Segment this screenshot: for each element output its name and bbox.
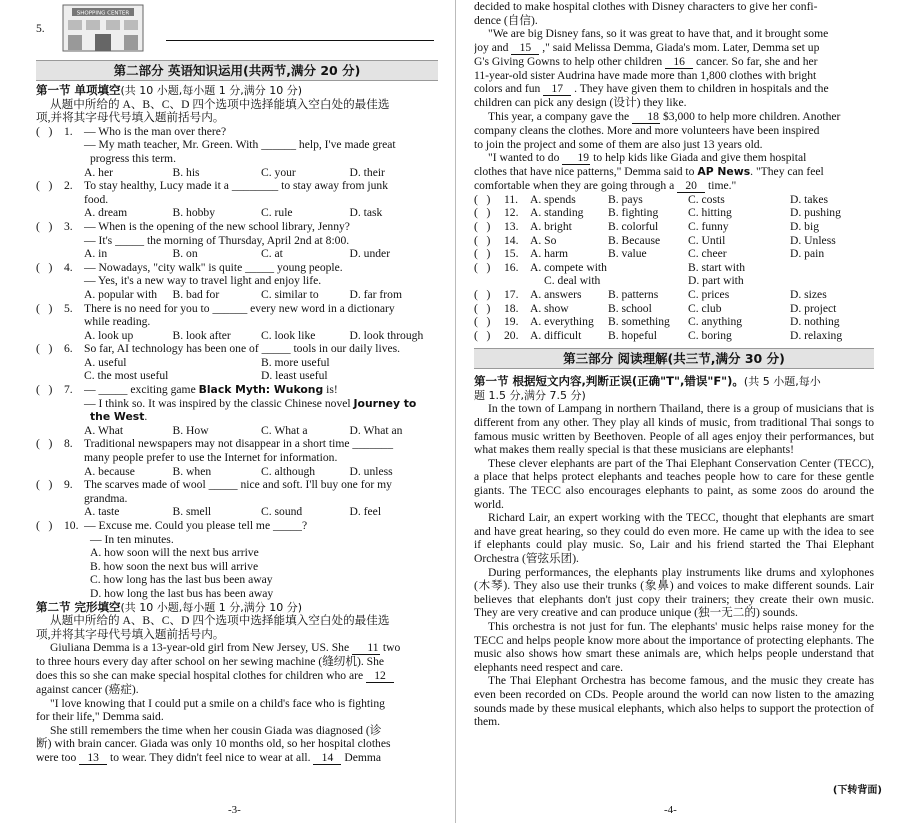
sec1-title: 第一节 单项填空 bbox=[36, 84, 121, 97]
option: C. the most useful bbox=[84, 369, 169, 383]
passage-text: . "They can feel bbox=[750, 165, 824, 179]
question-text: . bbox=[144, 410, 148, 424]
question-text: food. bbox=[84, 192, 109, 206]
option: D. relaxing bbox=[790, 328, 843, 342]
blank-13[interactable]: 13 bbox=[79, 752, 107, 765]
question-text: — Excuse me. Could you please tell me _____? bbox=[84, 519, 308, 532]
question-number: 5. bbox=[64, 301, 73, 315]
sec1-instr-2: 项,并将其字母代号填入题前括号内。 bbox=[36, 111, 225, 125]
passage-text: children can pick any design (设计) they like. bbox=[474, 96, 687, 110]
option: B. How bbox=[172, 423, 209, 437]
sec2-title: 第二节 完形填空 bbox=[36, 600, 121, 614]
answer-bracket[interactable]: ( ) bbox=[36, 301, 53, 315]
option: B. school bbox=[608, 301, 652, 315]
page-number-right: -4- bbox=[664, 804, 677, 816]
option: C. funny bbox=[688, 219, 729, 233]
answer-bracket[interactable]: ( ) bbox=[36, 219, 53, 233]
answer-bracket[interactable]: ( ) bbox=[474, 301, 491, 315]
option: A. So bbox=[530, 233, 557, 247]
answer-bracket[interactable]: ( ) bbox=[36, 383, 53, 397]
blank-17[interactable]: 17 bbox=[543, 83, 571, 96]
option: C. deal with bbox=[544, 274, 601, 288]
option: A. harm bbox=[530, 247, 568, 261]
option: B. more useful bbox=[261, 355, 330, 369]
cloze-options-15 bbox=[474, 247, 874, 261]
option: B. look after bbox=[172, 328, 231, 342]
question-text: — _____ exciting game bbox=[84, 383, 199, 397]
continue-note: (下转背面) bbox=[832, 785, 882, 796]
option: B. smell bbox=[172, 505, 212, 519]
option: D. nothing bbox=[790, 315, 840, 329]
options-7 bbox=[36, 424, 438, 438]
cloze-options-16a bbox=[474, 261, 874, 275]
passage-text: decided to make hospital clothes with Disney characters to give her confi- bbox=[474, 0, 818, 13]
right-page bbox=[474, 0, 874, 729]
question-text: is! bbox=[323, 383, 338, 397]
blank-18[interactable]: 18 bbox=[632, 111, 660, 124]
question-number: 16. bbox=[504, 260, 519, 274]
passage-text: clothes that have nice patterns," Demma said to bbox=[474, 165, 698, 179]
option: A. answers bbox=[530, 287, 582, 301]
question-text: many people prefer to use the Internet for information. bbox=[84, 451, 338, 465]
question-number: 2. bbox=[64, 179, 73, 193]
option: A. useful bbox=[84, 355, 127, 369]
question-5 bbox=[36, 302, 438, 316]
passage-text: joy and bbox=[474, 40, 512, 54]
novel-title: the West bbox=[90, 410, 145, 424]
question-text: grandma. bbox=[84, 491, 128, 505]
passage-text: . They have given them to children in hospitals and the bbox=[571, 82, 829, 96]
option: A. dream bbox=[84, 206, 128, 220]
cloze-options-16b bbox=[474, 274, 874, 288]
option: B. how soon the next bus will arrive bbox=[90, 559, 259, 573]
question-text: Traditional newspapers may not disappear in a short time _______ bbox=[84, 437, 394, 451]
answer-bracket[interactable]: ( ) bbox=[474, 247, 491, 261]
question-number: 18. bbox=[504, 301, 519, 315]
option: B. on bbox=[172, 247, 198, 261]
option: D. big bbox=[790, 219, 819, 233]
option: C. costs bbox=[688, 192, 725, 206]
option: C. sound bbox=[261, 505, 303, 519]
passage-text: Demma bbox=[341, 750, 382, 764]
question-text: The scarves made of wool _____ nice and soft. I'll buy one for my bbox=[84, 478, 392, 492]
option: B. bad for bbox=[172, 287, 220, 301]
question-number: 20. bbox=[504, 328, 519, 342]
reading-paragraph: This orchestra is not just for fun. The elephants' music helps raise money for the TECC and helps people know more about the importance of protecting elephants. The music also shows how smart these animals are, which helps people understand that elephants need respect and care. bbox=[474, 619, 874, 674]
options-3 bbox=[36, 247, 438, 261]
blank-11[interactable]: 11 bbox=[352, 642, 380, 655]
option: A. bright bbox=[530, 219, 572, 233]
passage-text: to wear. They didn't feel nice to wear at all. bbox=[107, 750, 314, 764]
reading-passage bbox=[474, 402, 874, 728]
question-text: — Nowadays, "city walk" is quite _____ young people. bbox=[84, 260, 343, 274]
option: A. difficult bbox=[530, 328, 582, 342]
option: B. value bbox=[608, 247, 647, 261]
answer-bracket[interactable]: ( ) bbox=[36, 478, 53, 492]
option: A. standing bbox=[530, 206, 584, 220]
passage-text: This year, a company gave the bbox=[488, 109, 633, 123]
option: A. look up bbox=[84, 328, 134, 342]
passage-text: two bbox=[380, 641, 401, 655]
passage-text: for their life," Demma said. bbox=[36, 710, 164, 724]
blank-14[interactable]: 14 bbox=[313, 752, 341, 765]
question-6 bbox=[36, 342, 438, 356]
answer-bracket[interactable]: ( ) bbox=[474, 233, 491, 247]
cloze-passage-cont bbox=[474, 0, 874, 193]
option: B. colorful bbox=[608, 219, 659, 233]
passage-text: 11-year-old sister Audrina have made more than 1,800 clothes with bright bbox=[474, 68, 817, 82]
question-8 bbox=[36, 437, 438, 451]
cloze-options-12 bbox=[474, 206, 874, 220]
option: B. hopeful bbox=[608, 328, 657, 342]
passage-text: does this so she can make special hospital clothes for children who are bbox=[36, 668, 367, 682]
sec2-instr-2: 项,并将其字母代号填入题前括号内。 bbox=[36, 627, 225, 641]
question-2 bbox=[36, 179, 438, 193]
option: A. taste bbox=[84, 505, 120, 519]
options-1 bbox=[36, 166, 438, 180]
passage-text: time." bbox=[705, 178, 737, 192]
option: C. look like bbox=[261, 328, 316, 342]
question-number: 9. bbox=[64, 478, 73, 492]
option: C. prices bbox=[688, 287, 730, 301]
option: D. their bbox=[349, 165, 385, 179]
option: B. fighting bbox=[608, 206, 659, 220]
option: A. compete with bbox=[530, 260, 607, 274]
cloze-options-13 bbox=[474, 220, 874, 234]
option: C. your bbox=[261, 165, 296, 179]
question-text: So far, AI technology has been one of _____ tools in our daily lives. bbox=[84, 342, 401, 356]
part3-banner: 第三部分 阅读理解(共三节,满分 30 分) bbox=[474, 348, 874, 369]
options-6b bbox=[36, 369, 438, 383]
passage-text: "I love knowing that I could put a smile on a child's face who is fighting bbox=[50, 696, 385, 710]
option: A. popular with bbox=[84, 287, 158, 301]
reading-paragraph: In the town of Lampang in northern Thailand, there is a group of musicians that is different from any other. They play all kinds of music, from traditional Thai songs to famous music written by Beethoven. People of all ages enjoy their performances, but what makes them really special is that these musicians are elephants! bbox=[474, 402, 874, 457]
sign-text: SHOPPING CENTER bbox=[76, 10, 130, 17]
question-text: — I think so. It was inspired by the classic Chinese novel bbox=[84, 396, 354, 410]
question-text: while reading. bbox=[84, 315, 151, 329]
option: C. similar to bbox=[261, 287, 319, 301]
option: B. Because bbox=[608, 233, 661, 247]
option: A. spends bbox=[530, 192, 576, 206]
question-9 bbox=[36, 478, 438, 492]
sec2-instr: 从题中所给的 A、B、C、D 四个选项中选择能填入空白处的最佳选 bbox=[50, 614, 390, 628]
reading-paragraph: During performances, the elephants play instruments like drums and xylophones (木琴). They also use their trunks (象鼻) and voices to make different sounds. Lair believes that elephants don't just copy their trainers; they create their own music. They are very creative and can produce unique (独一无二的) sounds. bbox=[474, 565, 874, 620]
option: B. patterns bbox=[608, 287, 659, 301]
cloze-passage bbox=[36, 641, 438, 765]
options-9 bbox=[36, 505, 438, 519]
answer-bracket[interactable]: ( ) bbox=[474, 287, 491, 301]
option: B. his bbox=[172, 165, 200, 179]
option: D. least useful bbox=[261, 369, 328, 383]
question-number: 11. bbox=[504, 192, 519, 206]
option: D. sizes bbox=[790, 287, 827, 301]
question-text: — When is the opening of the new school library, Jenny? bbox=[84, 219, 350, 233]
shopping-center-icon bbox=[62, 4, 144, 52]
blank-16[interactable]: 16 bbox=[665, 56, 693, 69]
reading-paragraph: These clever elephants are part of the Thai Elephant Conservation Center (TECC), a place that helps protect elephants and teaches people how to care for these gentle giants. The TECC also encourages elephants to paint, as some zoos do around the world. bbox=[474, 456, 874, 511]
option: C. how long has the last bus been away bbox=[90, 573, 273, 587]
option: D. how long the last bus has been away bbox=[90, 586, 274, 600]
blank-15[interactable]: 15 bbox=[511, 42, 539, 55]
passage-text: "We are big Disney fans, so it was great to have that, and it brought some bbox=[488, 27, 829, 41]
option: A. What bbox=[84, 423, 124, 437]
option: D. takes bbox=[790, 192, 828, 206]
passage-text: cancer. So far, she and her bbox=[693, 54, 818, 68]
options-5 bbox=[36, 329, 438, 343]
cloze-options-17 bbox=[474, 288, 874, 302]
question-text: — Who is the man over there? bbox=[84, 124, 227, 138]
passage-text: against cancer (癌症). bbox=[36, 682, 139, 696]
question-number: 14. bbox=[504, 233, 519, 247]
blank-20[interactable]: 20 bbox=[677, 180, 705, 193]
question-1 bbox=[36, 125, 438, 139]
passage-text: G's Giving Gowns to help other children bbox=[474, 54, 666, 68]
sec2-note: (共 10 小题,每小题 1 分,满分 10 分) bbox=[120, 600, 303, 614]
option: A. show bbox=[530, 301, 569, 315]
answer-bracket[interactable]: ( ) bbox=[474, 206, 491, 220]
passage-text: She still remembers the time when her cousin Giada was diagnosed (诊 bbox=[50, 723, 382, 737]
question-number: 13. bbox=[504, 219, 519, 233]
reading-paragraph: The Thai Elephant Orchestra has become famous, and the music they create has even been recorded on CDs. People around the world can now listen to the amazing sounds made by these musical elephants, which also helps to support the protection of them. bbox=[474, 674, 874, 729]
option: C. What a bbox=[261, 423, 308, 437]
passage-text: comfortable when they are going through a bbox=[474, 178, 678, 192]
question-text: There is no need for you to ______ every new word in a dictionary bbox=[84, 301, 395, 315]
passage-text: "I wanted to do bbox=[488, 151, 563, 165]
question-number: 8. bbox=[64, 437, 73, 451]
cloze-options-18 bbox=[474, 302, 874, 316]
passage-text: to help kids like Giada and give them hospital bbox=[590, 151, 807, 165]
blank-19[interactable]: 19 bbox=[562, 152, 590, 165]
option: D. Unless bbox=[790, 233, 836, 247]
option: D. project bbox=[790, 301, 837, 315]
option: D. part with bbox=[688, 274, 744, 288]
option: D. task bbox=[349, 206, 383, 220]
option: C. hitting bbox=[688, 206, 732, 220]
item5-block bbox=[36, 0, 438, 56]
question-number: 17. bbox=[504, 287, 519, 301]
passage-text: to three hours every day after school on her sewing machine (缝纫机). She bbox=[36, 655, 385, 669]
question-number: 6. bbox=[64, 342, 73, 356]
answer-bracket[interactable]: ( ) bbox=[36, 260, 53, 274]
question-number: 10. bbox=[64, 519, 79, 532]
option: A. how soon will the next bus arrive bbox=[90, 546, 259, 560]
answer-bracket[interactable]: ( ) bbox=[474, 219, 491, 233]
option: B. when bbox=[172, 464, 212, 478]
options-6a bbox=[36, 356, 438, 370]
question-3 bbox=[36, 220, 438, 234]
answer-bracket[interactable]: ( ) bbox=[36, 437, 53, 451]
options-8 bbox=[36, 465, 438, 479]
answer-bracket[interactable]: ( ) bbox=[36, 519, 53, 532]
left-page bbox=[36, 0, 438, 765]
question-number: 7. bbox=[64, 383, 73, 397]
option: A. in bbox=[84, 247, 108, 261]
option: D. feel bbox=[349, 505, 382, 519]
question-text: — Yes, it's a new way to travel light and enjoy life. bbox=[84, 274, 322, 288]
answer-bracket[interactable]: ( ) bbox=[474, 315, 491, 329]
question-10 bbox=[36, 519, 438, 533]
question-7 bbox=[36, 383, 438, 397]
reading-sec-note: (共 5 小题,每小 bbox=[743, 375, 821, 389]
option: D. unless bbox=[349, 464, 393, 478]
reading-sec-title: 第一节 根据短文内容,判断正误(正确"T",错误"F")。 bbox=[474, 375, 744, 389]
option: D. pushing bbox=[790, 206, 841, 220]
option: D. under bbox=[349, 247, 391, 261]
cloze-options-19 bbox=[474, 315, 874, 329]
question-number: 4. bbox=[64, 260, 73, 274]
answer-bracket[interactable]: ( ) bbox=[474, 328, 491, 342]
option: C. although bbox=[261, 464, 316, 478]
answer-bracket[interactable]: ( ) bbox=[36, 342, 53, 356]
question-text: — In ten minutes. bbox=[90, 532, 174, 546]
question-text: — My math teacher, Mr. Green. With ______ help, I've made great bbox=[84, 138, 396, 152]
question-text: — It's _____ the morning of Thursday, April 2nd at 8:00. bbox=[84, 233, 350, 247]
news-source: AP News bbox=[697, 165, 751, 179]
options-4 bbox=[36, 288, 438, 302]
option: D. look through bbox=[349, 328, 424, 342]
cloze-options bbox=[474, 193, 874, 343]
answer-bracket[interactable]: ( ) bbox=[474, 192, 491, 206]
passage-text: dence (自信). bbox=[474, 13, 538, 27]
passage-text: ," said Melissa Demma, Giada's mom. Later, Demma set up bbox=[539, 40, 820, 54]
option: D. What an bbox=[349, 423, 403, 437]
cloze-options-11 bbox=[474, 193, 874, 207]
option: C. cheer bbox=[688, 247, 727, 261]
option: C. rule bbox=[261, 206, 293, 220]
option: A. because bbox=[84, 464, 135, 478]
passage-text: Giuliana Demma is a 13-year-old girl from New Jersey, US. She bbox=[50, 641, 352, 655]
question-number: 19. bbox=[504, 315, 519, 329]
option: D. far from bbox=[349, 287, 402, 301]
option: C. at bbox=[261, 247, 283, 261]
option: B. hobby bbox=[172, 206, 216, 220]
question-number: 3. bbox=[64, 219, 73, 233]
part2-banner: 第二部分 英语知识运用(共两节,满分 20 分) bbox=[36, 60, 438, 81]
game-title: Black Myth: Wukong bbox=[198, 383, 324, 397]
question-number: 1. bbox=[64, 124, 73, 138]
option: C. Until bbox=[688, 233, 726, 247]
options-2 bbox=[36, 206, 438, 220]
passage-text: $3,000 to help more children. Another bbox=[660, 109, 841, 123]
reading-sec-note-2: 题 1.5 分,满分 7.5 分) bbox=[474, 388, 586, 402]
question-4 bbox=[36, 261, 438, 275]
passage-text: colors and fun bbox=[474, 82, 544, 96]
cloze-options-20 bbox=[474, 329, 874, 343]
question-number: 12. bbox=[504, 206, 519, 220]
passage-text: were too bbox=[36, 750, 80, 764]
answer-bracket[interactable]: ( ) bbox=[36, 124, 53, 138]
option: C. club bbox=[688, 301, 722, 315]
answer-line[interactable] bbox=[166, 40, 434, 41]
option: A. everything bbox=[530, 315, 594, 329]
option: C. boring bbox=[688, 328, 732, 342]
option: D. pain bbox=[790, 247, 825, 261]
answer-bracket[interactable]: ( ) bbox=[36, 179, 53, 193]
option: C. anything bbox=[688, 315, 743, 329]
option: A. her bbox=[84, 165, 113, 179]
sec1-note: (共 10 小题,每小题 1 分,满分 10 分) bbox=[120, 84, 303, 97]
question-text: To stay healthy, Lucy made it a ________ to stay away from junk bbox=[84, 179, 388, 193]
answer-bracket[interactable]: ( ) bbox=[474, 260, 491, 274]
option: B. start with bbox=[688, 260, 746, 274]
option: B. pays bbox=[608, 192, 643, 206]
passage-text: 断) with brain cancer. Giada was only 10 months old, so her hospital clothes bbox=[36, 737, 391, 751]
sec1-instr: 从题中所给的 A、B、C、D 四个选项中选择能填入空白处的最佳选 bbox=[50, 97, 390, 111]
passage-text: company cleans the clothes. More and more volunteers have been inspired bbox=[474, 123, 820, 137]
blank-12[interactable]: 12 bbox=[366, 670, 394, 683]
reading-paragraph: Richard Lair, an expert working with the TECC, thought that elephants are smart and have great hearing, so they could do even more. He came up with the idea to see if elephants could play music. So, Lair and his friend started the Thai Elephant Orchestra (管弦乐团). bbox=[474, 511, 874, 565]
cloze-options-14 bbox=[474, 234, 874, 248]
page-number-left: -3- bbox=[228, 804, 241, 816]
page-divider bbox=[455, 0, 456, 823]
option: B. something bbox=[608, 315, 670, 329]
question-text: progress this term. bbox=[90, 151, 176, 165]
question-number: 15. bbox=[504, 247, 519, 261]
novel-title: Journey to bbox=[353, 396, 417, 410]
item5-number: 5. bbox=[36, 22, 45, 35]
passage-text: to join the project and some of them are also just 13 years old. bbox=[474, 137, 763, 151]
